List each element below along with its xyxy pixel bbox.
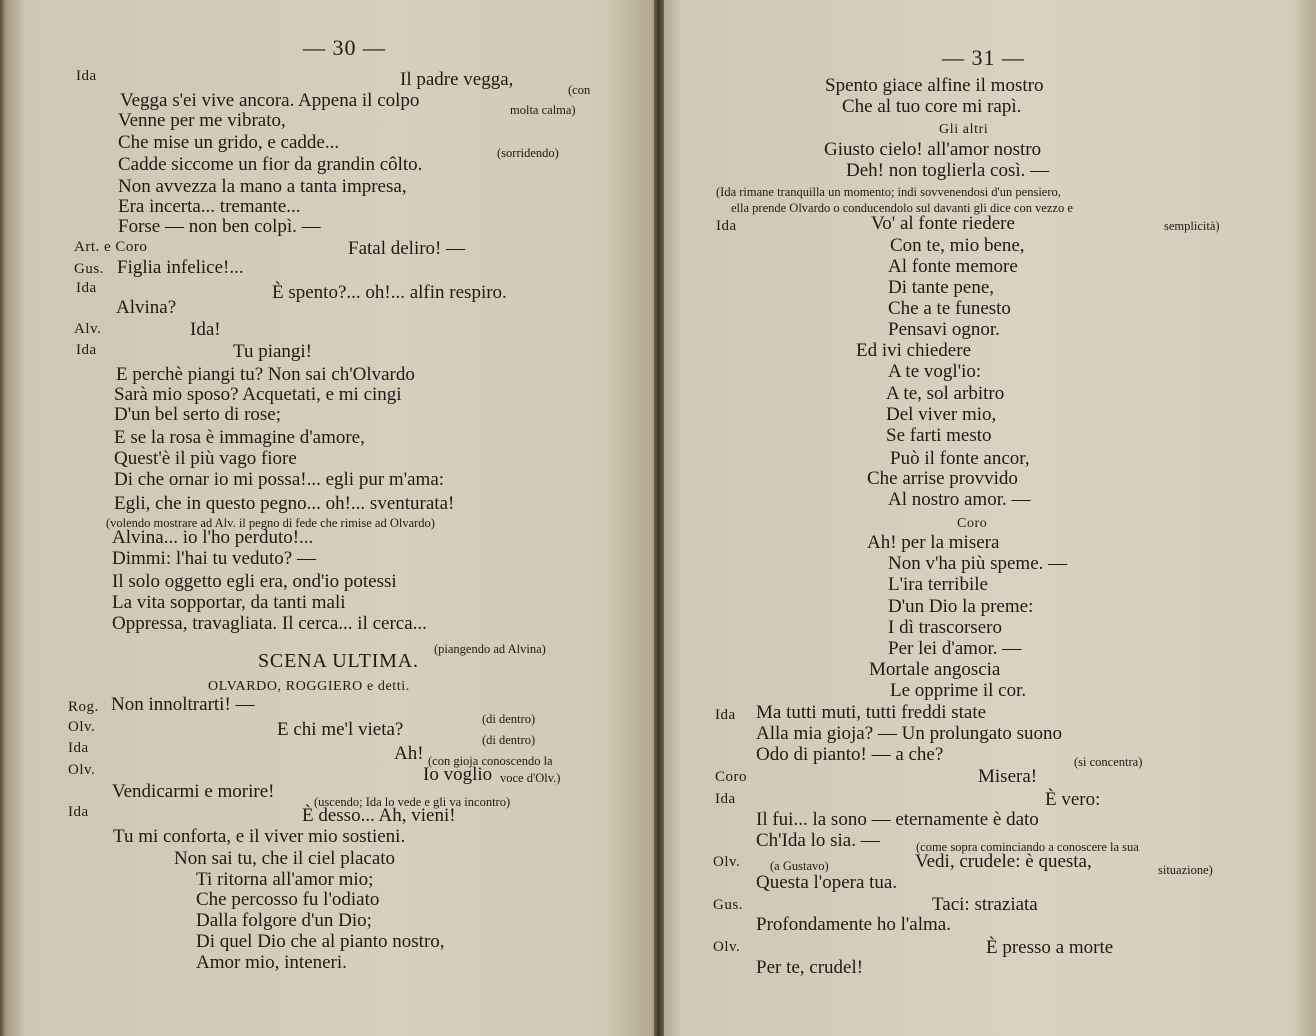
verse-line: D'un Dio la preme: [888,596,1034,617]
verse-line: A te, sol arbitro [886,383,1005,404]
stage-direction: voce d'Olv.) [500,771,561,785]
verse-line: Spento giace alfine il mostro [825,75,1044,96]
verse-line: Taci: straziata [932,894,1038,915]
speaker-label: Olv. [713,939,741,955]
speaker-label: Art. e Coro [74,239,148,255]
verse-line: Al fonte memore [888,256,1018,277]
verse-line: Misera! [978,766,1038,787]
verse-line: Tu piangi! [233,341,313,362]
verse-line: Il padre vegga, [400,69,514,90]
verse-line: Vendicarmi e morire! [112,781,275,802]
verse-line: Le opprime il cor. [890,680,1027,701]
verse-line: Non sai tu, che il ciel placato [174,848,396,869]
verse-line: Di che ornar io mi possa!... egli pur m'ama: [114,469,445,490]
verse-line: Può il fonte ancor, [890,448,1030,469]
speaker-label: Ida [76,342,97,358]
verse-line: Che arrise provvido [867,468,1018,489]
verse-line: Vo' al fonte riedere [871,213,1015,234]
verse-line: Giusto cielo! all'amor nostro [824,139,1042,160]
verse-line: A te vogl'io: [888,361,982,382]
verse-line: Cadde siccome un fior da grandin côlto. [118,154,423,175]
stage-direction: (Ida rimane tranquilla un momento; indi sovvenendosi d'un pensiero, [716,185,1061,199]
verse-line: Pensavi ognor. [888,319,1000,340]
verse-line: Forse — non ben colpì. — [118,216,321,237]
speaker-label: Ida [68,804,89,820]
verse-line: Ma tutti muti, tutti freddi state [756,702,987,723]
speaker-label: Gus. [74,261,104,277]
stage-direction: (uscendo; Ida lo vede e gli va incontro) [314,795,511,809]
stage-direction: ella prende Olvardo o conducendolo sul davanti gli dice con vezzo e [731,201,1073,215]
verse-line: Alla mia gioja? — Un prolungato suono [756,723,1063,744]
page-number: — 31 — [942,45,1025,70]
verse-line: Che a te funesto [888,298,1011,319]
speaker-label: Ida [716,218,737,234]
verse-line: È vero: [1045,789,1101,810]
verse-line: Il fui... la sono — eternamente è dato [756,809,1039,830]
verse-line: Tu mi conforta, e il viver mio sostieni. [113,826,406,847]
verse-line: Del viver mio, [886,404,997,425]
verse-line: Fatal deliro! — [348,238,466,259]
stage-direction: (con [568,83,591,97]
verse-line: Dimmi: l'hai tu veduto? — [112,548,316,569]
speaker-label: Olv. [713,854,741,870]
verse-line: Non innoltrarti! — [111,694,255,715]
stage-direction: (di dentro) [482,712,536,726]
verse-line: E se la rosa è immagine d'amore, [114,427,365,448]
speaker-label: Coro [715,769,747,785]
verse-line: Quest'è il più vago fiore [114,448,297,469]
verse-line: È presso a morte [986,937,1114,958]
stage-direction: (di dentro) [482,733,536,747]
verse-line: Per lei d'amor. — [888,638,1022,659]
book-gutter [654,0,664,1036]
verse-line: Dalla folgore d'un Dio; [196,910,372,931]
speaker-label: Ida [715,791,736,807]
verse-line: Sarà mio sposo? Acquetati, e mi cingi [114,384,402,405]
verse-line: La vita sopportar, da tanti mali [112,592,346,613]
verse-line: Profondamente ho l'alma. [756,914,951,935]
speaker-label: Gus. [713,897,743,913]
stage-direction: situazione) [1158,863,1213,877]
scene-heading: SCENA ULTIMA. [258,650,419,672]
verse-line: Ida! [190,319,221,340]
verse-line: E chi me'l vieta? [277,719,404,740]
verse-line: Se farti mesto [886,425,992,446]
verse-line: Egli, che in questo pegno... oh!... sventurata! [114,493,455,514]
verse-line: Che mise un grido, e cadde... [118,132,340,153]
speaker-label: Ida [68,740,89,756]
verse-line: Figlia infelice!... [117,257,244,278]
verse-line: Alvina... io l'ho perduto!... [112,527,314,548]
verse-line: Oppressa, travagliata. Il cerca... il cerca... [112,613,427,634]
verse-line: Ah! per la misera [867,532,1000,553]
verse-line: È desso... Ah, vieni! [302,805,456,826]
verse-line: Che percosso fu l'odiato [196,889,380,910]
stage-direction: (con gioja conoscendo la [428,754,553,768]
verse-line: L'ira terribile [888,574,988,595]
verse-line: Ed ivi chiedere [856,340,972,361]
verse-line: Per te, crudel! [756,957,864,978]
verse-line: Con te, mio bene, [890,235,1025,256]
verse-line: Amor mio, inteneri. [196,952,347,973]
stage-direction: (volendo mostrare ad Alv. il pegno di fede che rimise ad Olvardo) [106,516,435,530]
verse-line: Non v'ha più speme. — [888,553,1068,574]
speaker-label: Ida [76,280,97,296]
verse-line: Odo di pianto! — a che? [756,744,944,765]
verse-line: Alvina? [116,297,177,318]
speaker-label: Olv. [68,762,96,778]
stage-direction: molta calma) [510,103,576,117]
verse-line: Di tante pene, [888,277,995,298]
verse-line: È spento?... oh!... alfin respiro. [272,282,507,303]
verse-line: Mortale angoscia [869,659,1001,680]
right-page [658,0,1316,1036]
verse-line: D'un bel serto di rose; [114,404,282,425]
verse-line: Non avvezza la mano a tanta impresa, [118,176,407,197]
speaker-label: Alv. [74,321,102,337]
verse-line: Vegga s'ei vive ancora. Appena il colpo [120,90,420,111]
verse-line: Che al tuo core mi rapì. [842,96,1022,117]
verse-line: I dì trascorsero [888,617,1002,638]
verse-line: Ti ritorna all'amor mio; [196,869,374,890]
verse-line: Di quel Dio che al pianto nostro, [196,931,445,952]
scene-characters: OLVARDO, ROGGIERO e detti. [208,679,410,694]
stage-direction: (come sopra cominciando a conoscere la sua [916,840,1139,854]
verse-line: Questa l'opera tua. [756,872,898,893]
verse-line: Ch'Ida lo sia. — [756,830,880,851]
speaker-label: Ida [715,707,736,723]
verse-line: Era incerta... tremante... [118,196,301,217]
verse-line: Io voglio [423,764,493,785]
stage-direction: (piangendo ad Alvina) [434,642,546,656]
page-number: — 30 — [303,35,386,60]
speaker-label: Rog. [68,699,99,715]
verse-line: Venne per me vibrato, [118,110,286,131]
stage-direction: (sorridendo) [497,146,559,160]
speaker-label: Ida [76,68,97,84]
speaker-label: Gli altri [939,122,989,137]
speaker-label: Coro [957,516,988,531]
verse-line: Vedi, crudele: è questa, [915,851,1092,872]
verse-line: Deh! non toglierla così. — [846,160,1050,181]
stage-direction: semplicità) [1164,219,1220,233]
verse-line: Al nostro amor. — [888,489,1031,510]
stage-direction: (si concentra) [1074,755,1143,769]
speaker-label: Olv. [68,719,96,735]
stage-direction: (a Gustavo) [770,859,829,873]
verse-line: Il solo oggetto egli era, ond'io potessi [112,571,397,592]
verse-line: Ah! [394,743,424,764]
verse-line: E perchè piangi tu? Non sai ch'Olvardo [116,364,415,385]
